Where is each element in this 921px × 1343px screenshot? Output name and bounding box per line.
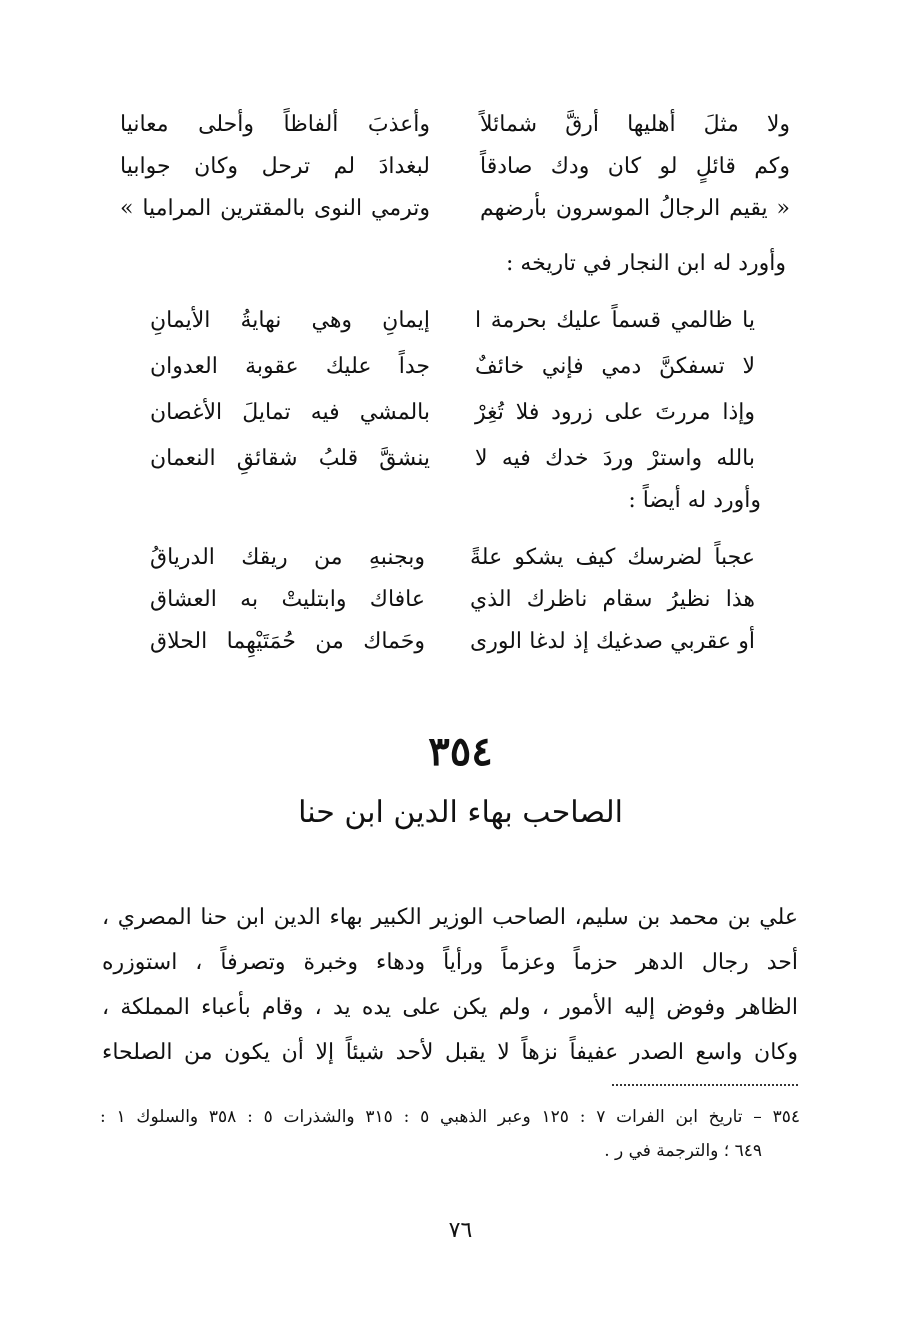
verse-second-hemistich: ينشقَّ قلبُ شقائقِ النعمان	[150, 446, 430, 471]
verse-line	[150, 300, 755, 342]
verse-first-hemistich: ولا مثلَ أهليها أرقَّ شمائلاً	[480, 112, 790, 137]
paragraph-line: علي بن محمد بن سليم، الصاحب الوزير الكبير بهاء الدين ابن حنا المصري ،	[102, 905, 798, 930]
verse-second-hemistich: لبغدادَ لم ترحل وكان جوابيا	[120, 154, 430, 179]
footnote-line: ٣٥٤ – تاريخ ابن الفرات ٧ : ١٢٥ وعبر الذهبي ٥ : ٣١٥ والشذرات ٥ : ٣٥٨ والسلوك ١ :	[100, 1107, 800, 1127]
verse-first-hemistich: لا تسفكنَّ دمي فإني خائفٌ	[475, 354, 755, 379]
section-number: ٣٥٤	[428, 728, 493, 775]
paragraph-line: أحد رجال الدهر حزماً وعزماً ورأياً ودهاء وخبرة وتصرفاً ، استوزره	[102, 950, 798, 975]
page-number: ٧٦	[448, 1218, 473, 1243]
verse-first-hemistich: يا ظالمي قسماً عليك بحرمة ا	[475, 308, 755, 333]
verse-line	[150, 346, 755, 388]
verse-first-hemistich: أو عقربي صدغيك إذ لدغا الورى	[470, 629, 755, 654]
verse-line	[120, 188, 790, 230]
verse-first-hemistich: هذا نظيرُ سقام ناظرك الذي	[470, 587, 755, 612]
verse-second-hemistich: وترمي النوى بالمقترين المراميا »	[120, 196, 430, 221]
intro-line: وأورد له ابن النجار في تاريخه :	[505, 251, 786, 276]
verse-first-hemistich: وإذا مررتَ على زرود فلا تُغِرْ	[475, 400, 755, 425]
footnote-line: ٦٤٩ ؛ والترجمة في ر .	[604, 1141, 762, 1161]
biography-paragraph	[102, 895, 798, 1075]
verse-second-hemistich: وأعذبَ ألفاظاً وأحلى معانيا	[120, 112, 430, 137]
verse-first-hemistich: عجباً لضرسك كيف يشكو علةً	[470, 545, 755, 570]
section-title: الصاحب بهاء الدين ابن حنا	[298, 795, 623, 830]
verse-second-hemistich: وبجنبهِ من ريقك الدرياقُ	[150, 545, 425, 570]
paragraph-line: وكان واسع الصدر عفيفاً نزهاً لا يقبل لأحد شيئاً إلا أن يكون من الصلحاء	[102, 1040, 798, 1065]
verse-second-hemistich: جداً عليك عقوبة العدوان	[150, 354, 430, 379]
verse-line	[150, 537, 755, 579]
verse-line	[150, 621, 755, 663]
verse-line	[150, 392, 755, 434]
verse-first-hemistich: بالله واسترْ وردَ خدك فيه لا	[475, 446, 755, 471]
verse-line	[120, 146, 790, 188]
verse-line	[120, 104, 790, 146]
verse-second-hemistich: وحَماك من حُمَتَيْهِما الحلاق	[150, 629, 425, 654]
intro-line: وأورد له أيضاً :	[628, 488, 761, 513]
verse-second-hemistich: إيمانِ وهي نهايةُ الأيمانِ	[150, 308, 430, 333]
verse-second-hemistich: بالمشي فيه تمايلَ الأغصان	[150, 400, 430, 425]
verse-second-hemistich: عافاك وابتليتْ به العشاق	[150, 587, 425, 612]
poem-2	[150, 300, 755, 480]
verse-first-hemistich: « يقيم الرجالُ الموسرون بأرضهم	[480, 196, 790, 221]
footnote	[100, 1100, 800, 1168]
verse-first-hemistich: وكم قائلٍ لو كان ودك صادقاً	[480, 154, 790, 179]
footnote-separator	[612, 1084, 798, 1086]
poem-3	[150, 537, 755, 663]
poem-1	[120, 104, 790, 230]
verse-line	[150, 579, 755, 621]
paragraph-line: الظاهر وفوض إليه الأمور ، ولم يكن على يده يد ، وقام بأعباء المملكة ،	[102, 995, 798, 1020]
verse-line	[150, 438, 755, 480]
